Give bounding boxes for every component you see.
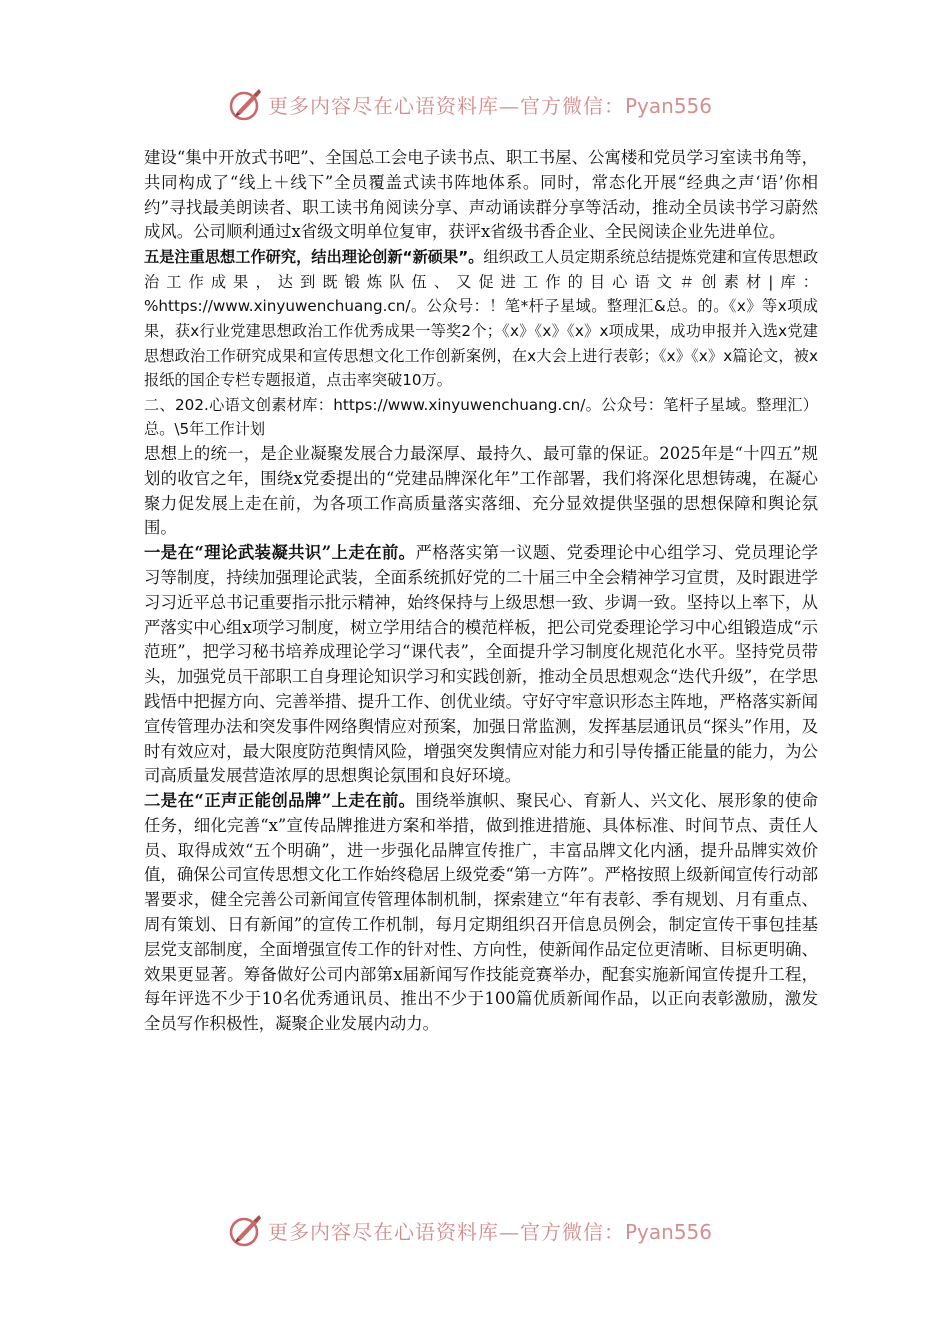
paragraph-lead: 五是注重思想工作研究，结出理论创新“新硕果”。 xyxy=(144,248,484,267)
pen-logo-icon xyxy=(228,1212,264,1248)
paragraph-text: 围绕举旗帜、聚民心、育新人、兴文化、展形象的使命任务，细化完善“x”宣传品牌推进方案和举措，做到推进措施、具体标准、时间节点、责任人员、取得成效“五个明确”，进一步强化品牌宣传推广，丰富品牌文化内涵，提升品牌实效价值，确保公司宣传思想文化工作始终稳居上级党委“第一方阵”。严格按照上级新闻宣传行动部署要求，健全完善公司新闻宣传管理体制机制，探索建立“年有表彰、季有规划、月有重点、周有策划、日有新闻”的宣传工作机制，每月定期组织召开信息员例会，制定宣传干事包挂基层党支部制度，全面增强宣传工作的针对性、方向性，使新闻作品定位更清晰、目标更明确、效果更显著。筹备做好公司内部第x届新闻写作技能竞赛举办，配套实施新闻宣传提升工程，每年评选不少于10名优秀通讯员、推出不少于100篇优质新闻作品，以正向表彰激励，激发全员写作积极性，凝聚企业发展内动力。 xyxy=(144,791,819,1034)
paragraph-text: 严格落实第一议题、党委理论中心组学习、党员理论学习等制度，持续加强理论武装，全面系统抓好党的二十届三中全会精神学习宣贯，及时跟进学习习近平总书记重要指示批示精神，始终保持与上级思想一致、步调一致。坚持以上率下，从严落实中心组x项学习制度，树立学用结合的模范样板，把公司党委理论学习中心组锻造成“示范班”，把学习秘书培养成理论学习“课代表”，全面提升学习制度化规范化水平。坚持党员带头，加强党员干部职工自身理论知识学习和实践创新，推动全员思想观念“迭代升级”，在学思践悟中把握方向、完善举措、提升工作、创优业绩。守好守牢意识形态主阵地，严格落实新闻宣传管理办法和突发事件网络舆情应对预案，加强日常监测，发挥基层通讯员“探头”作用，及时有效应对，最大限度防范舆情风险，增强突发舆情应对能力和引导传播正能量的能力，为公司高质量发展营造浓厚的思想舆论氛围和良好环境。 xyxy=(144,543,819,786)
paragraph-intro-2025 xyxy=(144,442,818,541)
paragraph-brand-building xyxy=(144,789,818,1037)
paragraph-text: 组织政工人员定期系统总结提炼党建和宣传思想政治工作成果，达到既锻炼队伍、又促进工作的目心语文＃创素材|库：%https://www.xinyuwenchuang.cn/。公众号：！笔*杆子星域。整理汇&总。的。《x》等x项成果，获x行业党建思想政治工作优秀成果一等奖2个；《x》《x》《x》x项成果，成功申报并入选x党建思想政治工作研究成果和宣传思想文化工作创新案例，在x大会上进行表彰；《x》《x》x篇论文，被x报纸的国企专栏专题报道，点击率突破10万。 xyxy=(144,248,819,390)
document-body xyxy=(144,146,818,1037)
paragraph-text: 思想上的统一，是企业凝聚发展合力最深厚、最持久、最可靠的保证。2025年是“十四五”规划的收官之年，围绕x党委提出的“党建品牌深化年”工作部署，我们将深化思想铸魂，在凝心聚力促发展上走在前，为各项工作高质量落实落细、充分显效提供坚强的思想保障和舆论氛围。 xyxy=(144,443,818,538)
section-heading-text: 二、202.心语文创素材库：https://www.xinyuwenchuang.cn/。公众号：笔杆子星域。整理汇）总。\5年工作计划 xyxy=(144,395,818,439)
paragraph-theory-research xyxy=(144,245,818,393)
watermark-text: 更多内容尽在心语资料库—官方微信：Pyan556 xyxy=(268,93,713,118)
watermark-footer xyxy=(228,1210,712,1250)
pen-logo-icon xyxy=(228,86,264,122)
paragraph-lead: 一是在“理论武装凝共识”上走在前。 xyxy=(144,543,416,563)
watermark-text: 更多内容尽在心语资料库—官方微信：Pyan556 xyxy=(268,1219,713,1244)
paragraph-text: 建设“集中开放式书吧”、全国总工会电子读书点、职工书屋、公寓楼和党员学习室读书角等，共同构成了“线上＋线下”全员覆盖式读书阵地体系。同时，常态化开展“经典之声‘语’你相约”寻找最美朗读者、职工读书角阅读分享、声动诵读群分享等活动，推动全员读书学习蔚然成风。公司顺利通过x省级文明单位复审，获评x省级书香企业、全民阅读企业先进单位。 xyxy=(144,148,818,242)
watermark-header xyxy=(228,84,712,124)
section-heading-work-plan xyxy=(144,393,818,442)
paragraph-theory-armament xyxy=(144,541,818,789)
paragraph-lead: 二是在“正声正能创品牌”上走在前。 xyxy=(144,791,416,811)
paragraph-reading-system xyxy=(144,146,818,245)
